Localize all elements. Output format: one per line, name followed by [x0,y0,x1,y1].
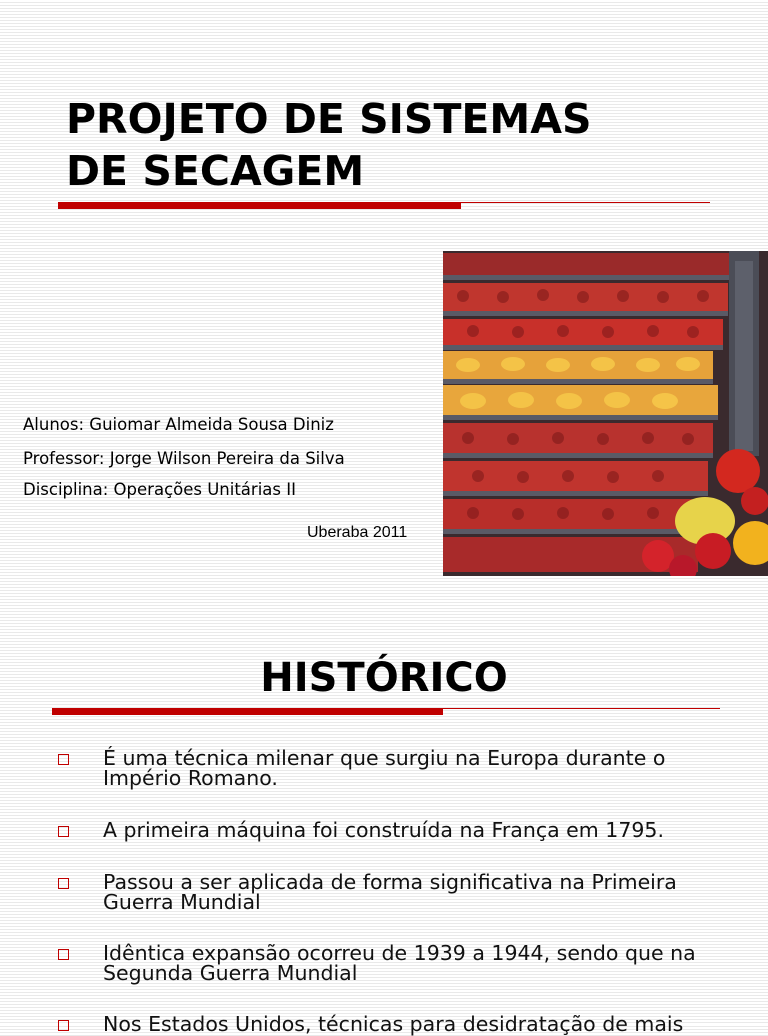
title-line-2: DE SECAGEM [66,147,365,195]
bullet-text: Nos Estados Unidos, técnicas para desidratação de mais [103,1012,684,1036]
drying-trays-image [443,251,768,576]
professor-line: Professor: Jorge Wilson Pereira da Silva [23,449,345,468]
drying-trays-photo [443,251,768,576]
hollow-square-bullet-icon [58,754,69,765]
course-line: Disciplina: Operações Unitárias II [23,480,296,499]
hollow-square-bullet-icon [58,1020,69,1031]
students-line: Alunos: Guiomar Almeida Sousa Diniz [23,415,334,434]
hollow-square-bullet-icon [58,878,69,889]
title-accent-bar [58,202,461,209]
hollow-square-bullet-icon [58,949,69,960]
hollow-square-bullet-icon [58,826,69,837]
bullet-text: A primeira máquina foi construída na França em 1795. [103,818,664,842]
history-title: HISTÓRICO [260,655,508,701]
presentation-title [66,93,706,197]
city-year: Uberaba 2011 [307,524,408,541]
bullet-text: É uma técnica milenar que surgiu na Europa durante o Império Romano. [103,746,666,790]
title-line-1: PROJETO DE SISTEMAS [66,95,592,143]
history-slide [0,598,768,1036]
bullet-text: Passou a ser aplicada de forma significativa na Primeira Guerra Mundial [103,870,677,914]
title-accent-line [461,202,710,203]
history-accent-line [443,708,720,709]
history-accent-bar [52,708,443,715]
bullet-text: Idêntica expansão ocorreu de 1939 a 1944, sendo que na Segunda Guerra Mundial [103,941,696,985]
